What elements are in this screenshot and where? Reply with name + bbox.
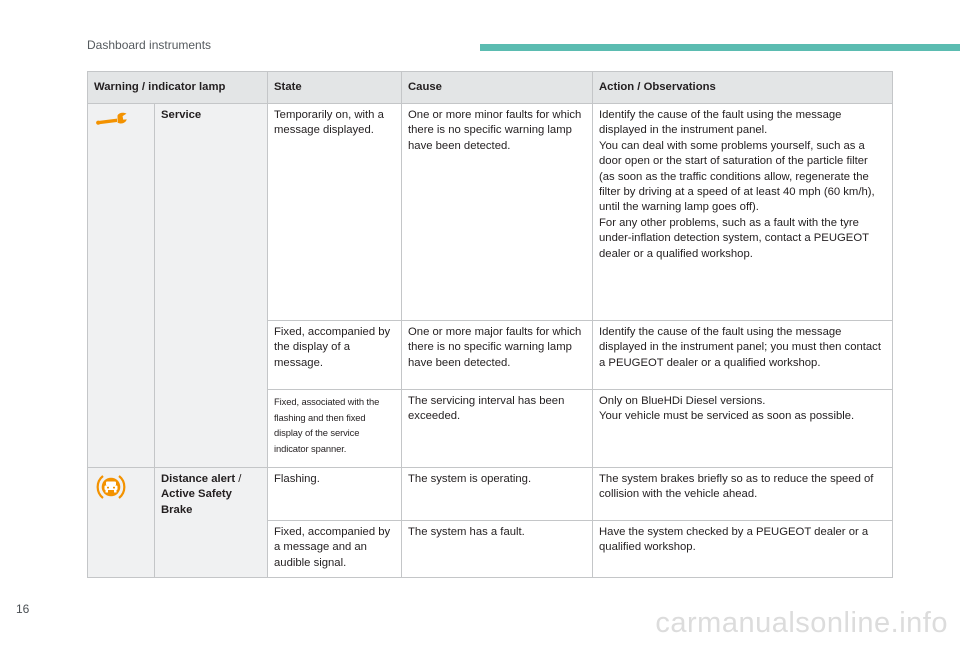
header-warning-lamp: Warning / indicator lamp bbox=[88, 72, 268, 104]
page-number: 16 bbox=[16, 602, 30, 616]
warning-lamp-table bbox=[87, 71, 893, 578]
section-title: Dashboard instruments bbox=[87, 38, 212, 52]
service-state-1: Temporarily on, with a message displayed. bbox=[268, 104, 402, 321]
distance-alert-icon bbox=[94, 472, 128, 502]
header-cause: Cause bbox=[402, 72, 593, 104]
distance-alert-icon-cell bbox=[88, 468, 155, 578]
header-action: Action / Observations bbox=[593, 72, 893, 104]
table-row bbox=[88, 104, 893, 321]
active-safety-brake-name: Active Safety Brake bbox=[161, 488, 232, 516]
distance-alert-name: Distance alert bbox=[161, 473, 236, 485]
service-cause-1: One or more minor faults for which there is no specific warning lamp have been detected. bbox=[402, 104, 593, 321]
table-header-row bbox=[88, 72, 893, 104]
watermark: carmanualsonline.info bbox=[655, 607, 948, 639]
distance-alert-state-1: Flashing. bbox=[268, 468, 402, 521]
service-action-3-line-2: Your vehicle must be serviced as soon as possible. bbox=[599, 410, 855, 423]
service-state-2: Fixed, accompanied by the display of a message. bbox=[268, 321, 402, 390]
section-accent-bar bbox=[480, 44, 960, 51]
service-cause-3: The servicing interval has been exceeded. bbox=[402, 390, 593, 468]
service-action-1-line-3: For any other problems, such as a fault with the tyre under-inflation detection system, contact a PEUGEOT dealer or a qualified workshop. bbox=[599, 216, 869, 260]
service-icon-cell bbox=[88, 104, 155, 468]
distance-alert-cause-1: The system is operating. bbox=[402, 468, 593, 521]
service-action-1-line-2: You can deal with some problems yourself, such as a door open or the start of saturation of the particle filter (as soon as the traffic conditions allow, regenerate the filter by driving at a speed of at least 40 mph (60 km/h), until the warning lamp goes off). bbox=[599, 139, 875, 214]
distance-alert-action-2 bbox=[593, 521, 893, 578]
distance-alert-separator: / bbox=[235, 473, 242, 485]
distance-alert-label bbox=[155, 468, 268, 578]
distance-alert-cause-2: The system has a fault. bbox=[402, 521, 593, 578]
service-action-2 bbox=[593, 321, 893, 390]
service-action-1 bbox=[593, 104, 893, 321]
distance-alert-state-2: Fixed, accompanied by a message and an audible signal. bbox=[268, 521, 402, 578]
service-action-3-line-1: Only on BlueHDi Diesel versions. bbox=[599, 395, 766, 407]
service-action-2-line-1: Identify the cause of the fault using the message displayed in the instrument panel; you must then contact a PEUGEOT dealer or a qualified workshop. bbox=[599, 326, 881, 369]
header-state: State bbox=[268, 72, 402, 104]
distance-alert-action-2-line-1: Have the system checked by a PEUGEOT dealer or a qualified workshop. bbox=[599, 526, 869, 554]
service-label: Service bbox=[155, 104, 268, 468]
distance-alert-action-1 bbox=[593, 468, 893, 521]
table-row bbox=[88, 468, 893, 521]
wrench-icon bbox=[94, 110, 128, 128]
distance-alert-action-1-line-1: The system brakes briefly so as to reduce the speed of collision with the vehicle ahead. bbox=[599, 473, 874, 501]
service-action-3 bbox=[593, 390, 893, 468]
service-cause-2: One or more major faults for which there is no specific warning lamp have been detected. bbox=[402, 321, 593, 390]
service-state-3: Fixed, associated with the flashing and then fixed display of the service indicator spanner. bbox=[268, 390, 402, 468]
service-action-1-line-1: Identify the cause of the fault using the message displayed in the instrument panel. bbox=[599, 109, 842, 137]
